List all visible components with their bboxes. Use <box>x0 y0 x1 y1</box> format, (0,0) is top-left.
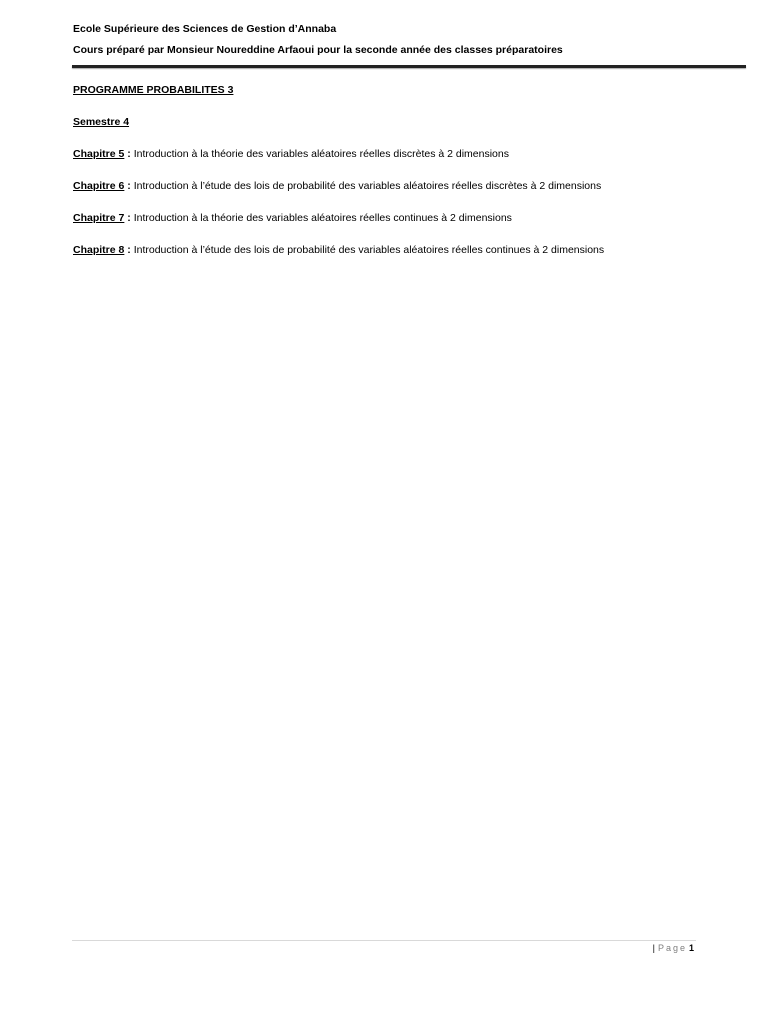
chapter-label: Chapitre 5 <box>73 148 125 160</box>
chapter-title: Introduction à l’étude des lois de probabilité des variables aléatoires réelles discrètes à 2 dimensions <box>130 180 602 192</box>
chapter-separator: : <box>124 212 131 224</box>
chapter-title: Introduction à la théorie des variables aléatoires réelles discrètes à 2 dimensions <box>130 148 509 160</box>
chapter-separator: : <box>124 148 131 160</box>
chapter-line <box>73 180 601 192</box>
footer-separator: | <box>652 943 655 953</box>
chapter-label: Chapitre 7 <box>73 212 125 224</box>
chapter-line <box>73 148 509 160</box>
chapter-separator: : <box>124 180 131 192</box>
header-course-line: Cours préparé par Monsieur Noureddine Arfaoui pour la seconde année des classes préparatoires <box>73 44 563 56</box>
header-divider <box>72 65 746 68</box>
chapter-separator: : <box>124 244 131 256</box>
chapter-line <box>73 244 604 256</box>
chapter-title: Introduction à la théorie des variables aléatoires réelles continues à 2 dimensions <box>130 212 512 224</box>
chapter-title: Introduction à l’étude des lois de probabilité des variables aléatoires réelles continues à 2 dimensions <box>130 244 605 256</box>
footer-page-word: Page <box>657 943 687 953</box>
programme-title: PROGRAMME PROBABILITES 3 <box>73 84 234 96</box>
page-number: 1 <box>688 943 694 953</box>
footer-divider <box>72 940 696 941</box>
page-footer <box>653 943 694 953</box>
header-institution: Ecole Supérieure des Sciences de Gestion d’Annaba <box>73 23 337 35</box>
chapter-label: Chapitre 6 <box>73 180 125 192</box>
chapter-line <box>73 212 512 224</box>
semester-label: Semestre 4 <box>73 116 130 128</box>
chapter-label: Chapitre 8 <box>73 244 125 256</box>
